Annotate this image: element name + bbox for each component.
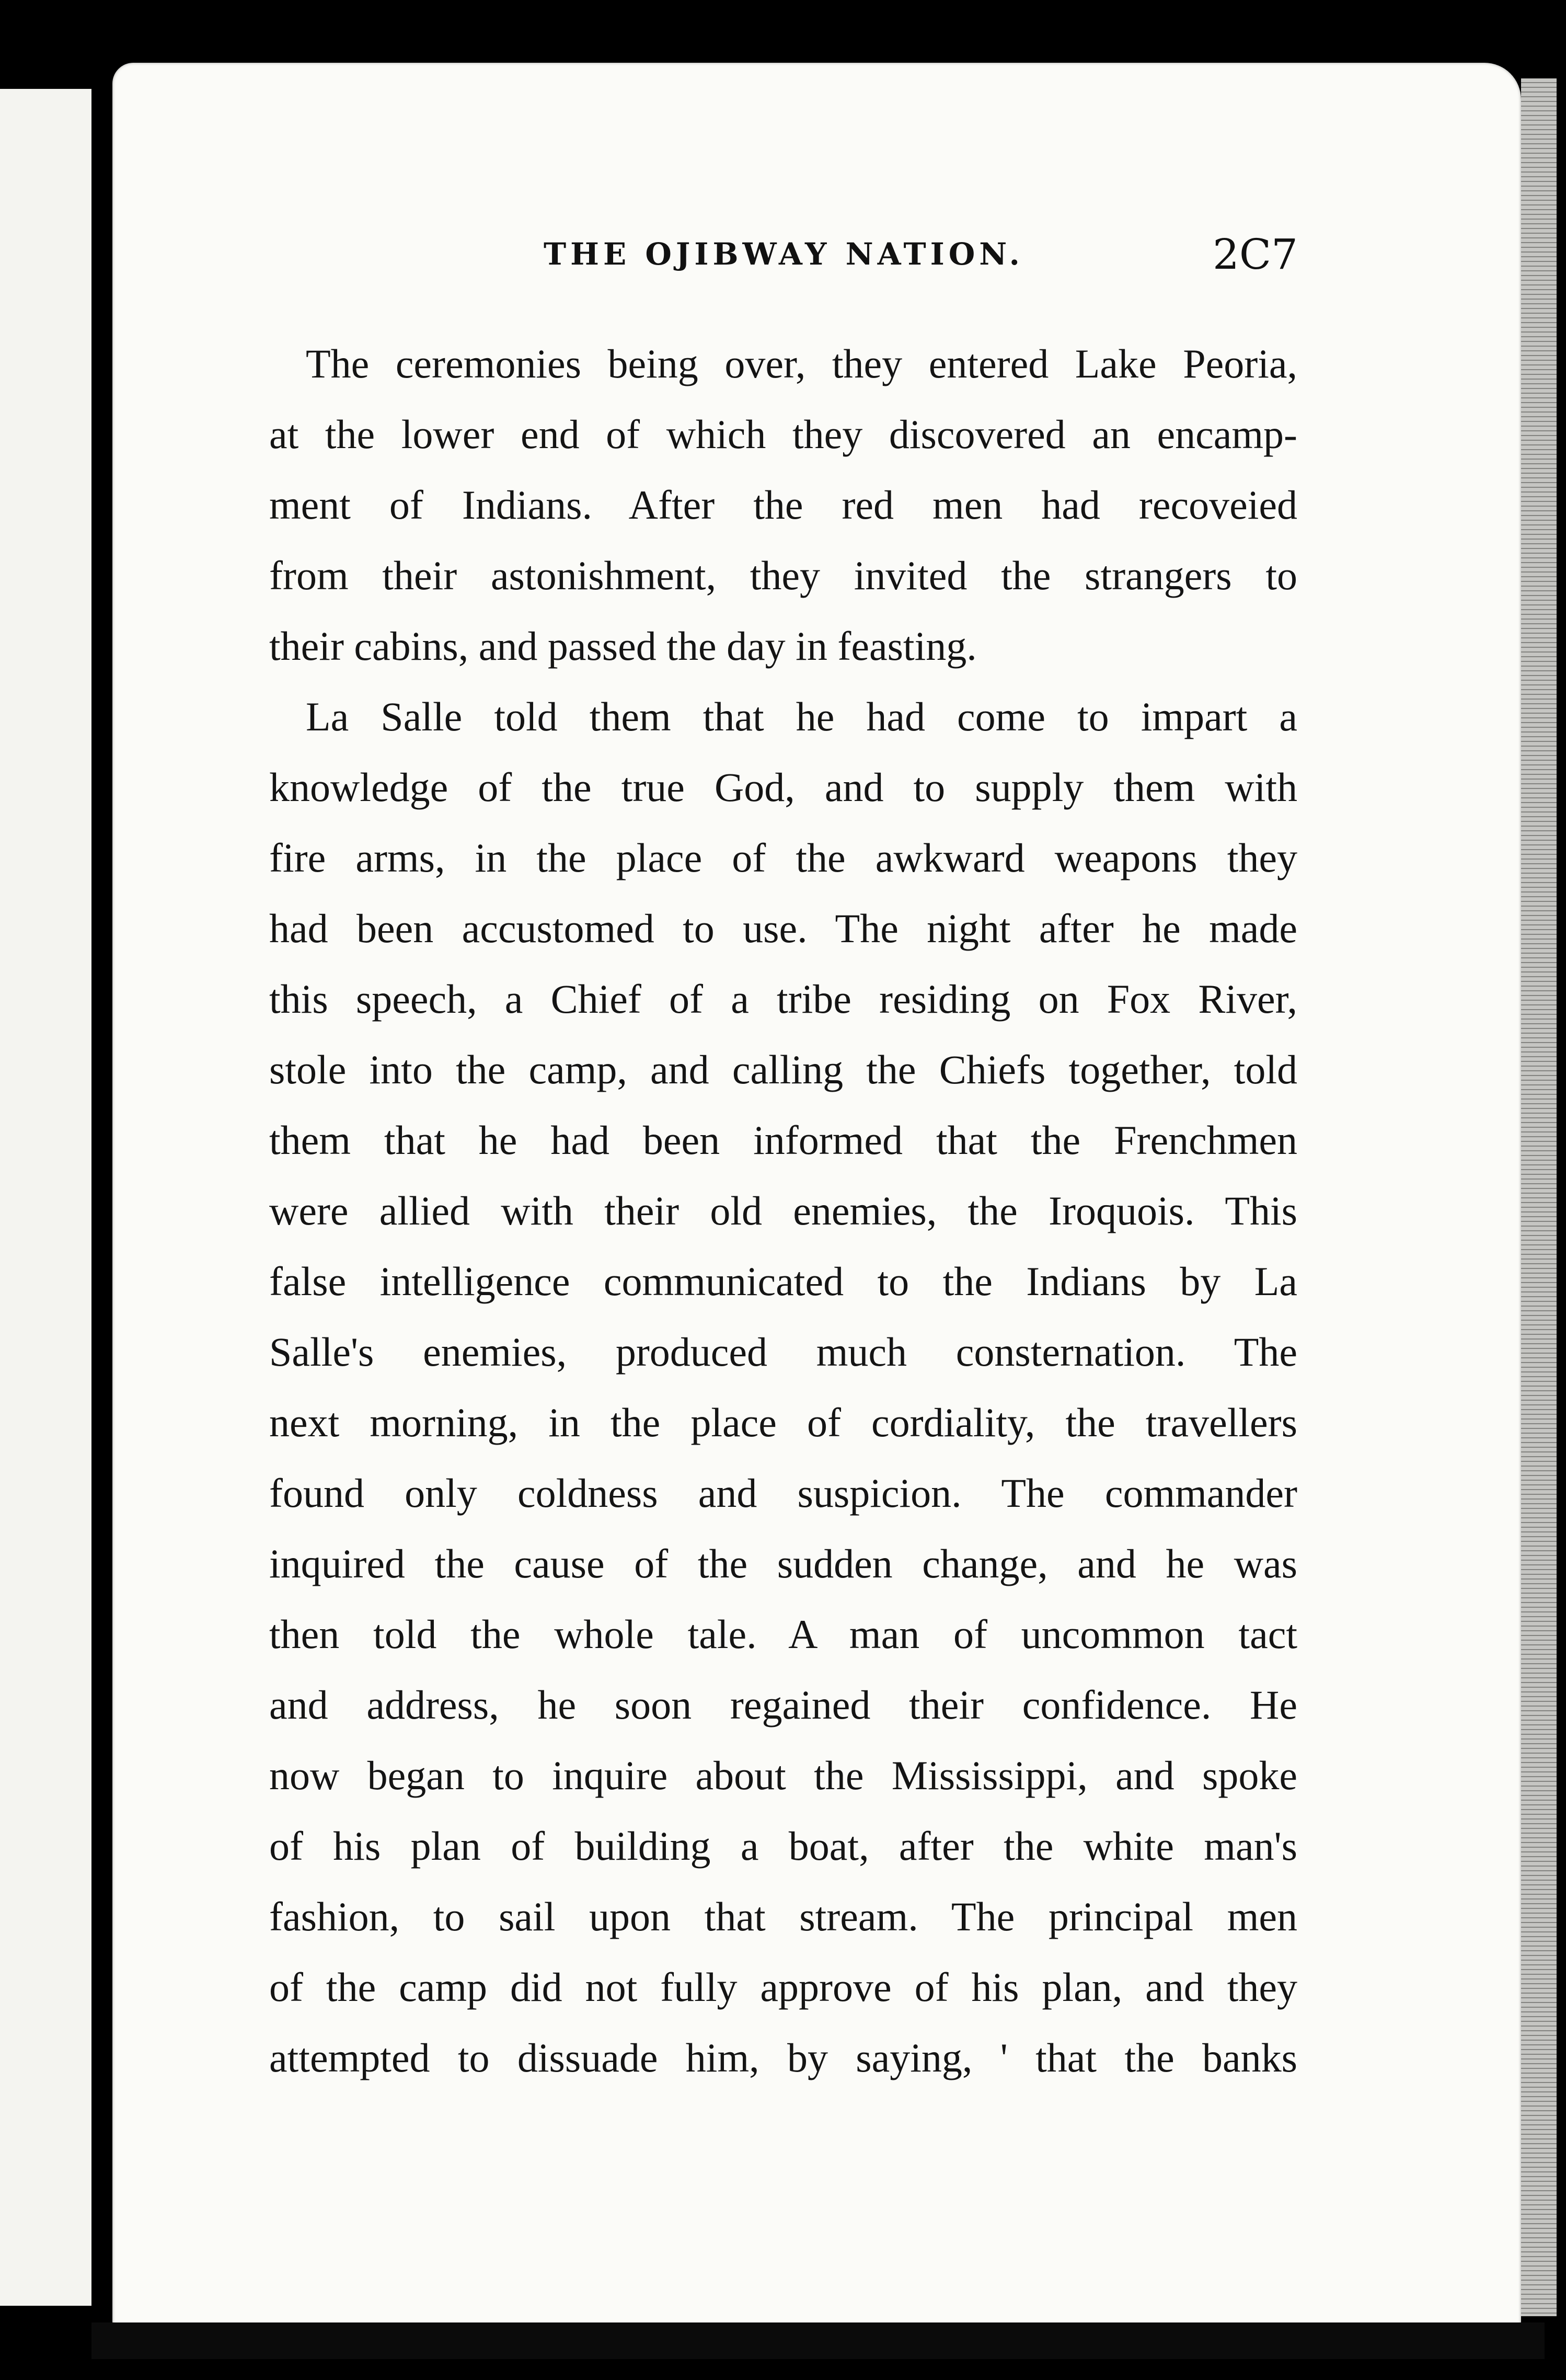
text-line: stole into the camp, and calling the Chiefs together, told (269, 1047, 1297, 1092)
text-line: The ceremonies being over, they entered Lake Peoria, (306, 341, 1297, 386)
body-text (269, 328, 1297, 2093)
text-line: Salle's enemies, produced much consternation. The (269, 1329, 1297, 1375)
text-line: La Salle told them that he had come to impart a (306, 694, 1297, 739)
text-line: of his plan of building a boat, after the white man's (269, 1823, 1297, 1869)
text-line: were allied with their old enemies, the Iroquois. This (269, 1188, 1297, 1233)
text-line: ment of Indians. After the red men had recoveied (269, 482, 1297, 528)
text-line: attempted to dissuade him, by saying, ' that the banks (269, 2035, 1297, 2080)
page-edge-right (1521, 78, 1557, 2316)
text-line: fire arms, in the place of the awkward weapons they (269, 835, 1297, 880)
text-line: inquired the cause of the sudden change, and he was (269, 1541, 1297, 1586)
text-line: then told the whole tale. A man of uncommon tact (269, 1611, 1297, 1657)
text-line: of the camp did not fully approve of his plan, and they (269, 1964, 1297, 2010)
text-line: and address, he soon regained their confidence. He (269, 1682, 1297, 1727)
running-head: THE OJIBWAY NATION. (544, 236, 1024, 272)
text-line: knowledge of the true God, and to supply them with (269, 764, 1297, 810)
text-line: found only coldness and suspicion. The commander (269, 1470, 1297, 1516)
text-line: false intelligence communicated to the Indians by La (269, 1258, 1297, 1304)
page-edge-bottom (91, 2322, 1545, 2359)
text-line: next morning, in the place of cordiality, the travellers (269, 1400, 1297, 1445)
facing-page-edge (0, 89, 91, 2306)
page-number: 2C7 (1213, 230, 1298, 279)
text-line: this speech, a Chief of a tribe residing on Fox River, (269, 976, 1297, 1022)
text-line: them that he had been informed that the Frenchmen (269, 1117, 1297, 1163)
text-line: now began to inquire about the Mississippi, and spoke (269, 1753, 1297, 1798)
text-line: their cabins, and passed the day in feasting. (269, 623, 977, 669)
text-line: had been accustomed to use. The night after he made (269, 906, 1297, 951)
text-line: at the lower end of which they discovered an encamp- (269, 411, 1297, 457)
text-line: fashion, to sail upon that stream. The principal men (269, 1894, 1297, 1939)
text-line: from their astonishment, they invited the strangers to (269, 553, 1297, 598)
